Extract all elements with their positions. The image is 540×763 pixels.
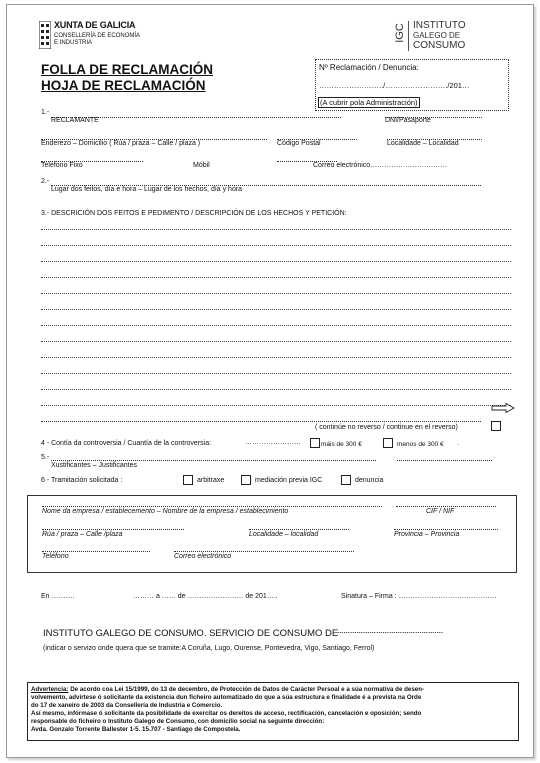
section6-label: 6 - Tramitación solicitada : (41, 477, 123, 484)
postal-code-label: Código Postal (277, 140, 321, 147)
legal-notice-line3: do 17 de xaneiro de 2003 da Consellería de Industria e Comercio. (31, 702, 223, 709)
mobile-label: Móbil (193, 162, 210, 169)
company-street-label: Rúa / praza – Calle /plaza (42, 531, 123, 538)
admin-reference-note: (A cubrir pola Administración) (320, 98, 418, 107)
company-cif-label: CIF / NIF (426, 508, 455, 515)
company-phone-label: Teléfono (42, 553, 69, 560)
dni-label: DNI/Pasaporte (385, 117, 431, 124)
company-locality-label: Localidade – localidad (249, 531, 319, 538)
locality-label: Localidade – Localidad (387, 140, 459, 147)
place-date-label: Lugar dos feitos, día e hora – Lugar de los hechos, día y hora (51, 186, 243, 193)
admin-reference-box (315, 59, 509, 111)
description-line[interactable] (41, 309, 511, 310)
justificantes-field-1[interactable] (51, 460, 376, 461)
arbitraxe-label: arbitraxe (197, 477, 225, 484)
form-title-galician: FOLLA DE RECLAMACIÓN (41, 62, 213, 77)
description-line[interactable] (41, 245, 511, 246)
xunta-shield-icon (39, 21, 51, 49)
continue-on-reverse-checkbox[interactable] (491, 421, 501, 431)
section5-number: 5.- (41, 454, 50, 461)
company-cif-field[interactable] (396, 506, 496, 507)
institute-title: INSTITUTO GALEGO DE CONSUMO. SERVICIO DE CONSUMO DE (43, 628, 339, 639)
legal-notice-line6: Avda. Gonzalo Torrente Ballester 1-5. 15.707 - Santiago de Compostela. (31, 726, 241, 733)
xunta-department-line1: CONSELLERÍA DE ECONOMÍA (54, 33, 141, 39)
igc-abbreviation: IGC (393, 23, 406, 43)
section1-number: 1.- (41, 109, 50, 116)
signature-field[interactable]: Sinatura – Firma : …………………………………… (341, 593, 497, 600)
legal-notice-line4: Así mesmo, infórmase ó solicitante da posibilidade de exercitar os dereitos de acceso, rectificación, cancelación e oposición; sendo (31, 710, 422, 717)
amount-field[interactable]: …………………… (245, 439, 301, 446)
igc-name-line2: GALEGO DE (413, 31, 461, 40)
institute-service-field[interactable]: …………………………………………. (337, 628, 443, 635)
description-line[interactable] (41, 277, 511, 278)
xunta-logo (39, 19, 159, 53)
description-line[interactable] (41, 405, 511, 406)
description-line[interactable] (41, 325, 511, 326)
denuncia-checkbox[interactable] (341, 475, 351, 485)
legal-notice-line2: volvemento, advírtese ó solicitante da existencia dun ficheiro automatizado do que a súa estructura e finalidade é a prevista na Orde (31, 694, 422, 701)
legal-notice-line5: responsable do ficheiro o Instituto Galego de Consumo, con domicilio social na seguinte dirección: (31, 718, 325, 725)
section4-trailing-dot: . (457, 440, 459, 447)
signature-place-field[interactable]: En ………. (41, 593, 75, 600)
institute-subtitle: (indicar o servizo onde quera que se tramite:A Coruña, Lugo, Ourense, Pontevedra, Vigo, Santiago, Ferrol) (43, 645, 375, 652)
less-than-300-checkbox[interactable] (383, 438, 393, 448)
igc-name-line1: INSTITUTO (413, 20, 466, 31)
company-province-field[interactable] (394, 529, 498, 530)
more-than-300-checkbox[interactable] (310, 438, 320, 448)
justificantes-field-2[interactable] (397, 460, 492, 461)
description-line[interactable] (41, 389, 511, 390)
admin-reference-number-field[interactable]: ……………………../……………………./201… (319, 81, 470, 90)
more-than-300-label: máis de 300 € (321, 441, 362, 448)
description-line[interactable] (41, 229, 511, 230)
company-email-field[interactable] (174, 551, 354, 552)
reclamante-label: RECLAMANTE (51, 117, 99, 124)
legal-notice-box (27, 682, 519, 741)
section4-label: 4 - Contía da controversia / Cuantía de la controversia: (41, 440, 212, 447)
description-line[interactable] (41, 261, 511, 262)
description-line[interactable] (41, 293, 511, 294)
mediacion-label: mediación previa IGC (255, 477, 323, 484)
email-label[interactable]: Correo electrónico…………………………… (313, 162, 448, 169)
igc-logo (394, 19, 504, 53)
less-than-300-label: menos de 300 € (397, 441, 444, 448)
mediacion-checkbox[interactable] (241, 475, 251, 485)
company-locality-field[interactable] (249, 529, 349, 530)
xunta-department-line2: E INDUSTRIA (54, 40, 93, 46)
company-email-label: Correo electrónico (174, 553, 232, 560)
description-line[interactable] (41, 421, 481, 422)
complaint-form-page (6, 4, 534, 758)
form-title-spanish: HOJA DE RECLAMACIÓN (41, 78, 206, 93)
company-name-label: Nome da empresa / establecemento – Nombre de la empresa / establecimiento (42, 508, 289, 515)
continue-on-reverse-note: ( continúe no reverso / continue en el reverso) (315, 424, 458, 431)
denuncia-label: denuncia (355, 477, 384, 484)
legal-notice-line1 (31, 686, 424, 694)
phone-label: Teléfono Fixo (41, 162, 83, 169)
section2-number: 2.- (41, 178, 50, 185)
igc-name-line3: CONSUMO (413, 40, 466, 51)
company-street-field[interactable] (42, 529, 184, 530)
description-line[interactable] (41, 357, 511, 358)
address-label: Enderezo – Domicilio ( Rúa / praza – Calle / plaza ) (41, 140, 201, 147)
legal-notice-label: Advertencia: (31, 686, 69, 693)
legal-notice-text1: De acordo coa Lei 15/1999, do 13 de decembro, de Protección de Datos de Carácter Persoal e a súa normativa de desen- (68, 686, 425, 693)
arbitraxe-checkbox[interactable] (183, 475, 193, 485)
company-name-field[interactable] (42, 506, 382, 507)
admin-reference-label: Nº Reclamación / Denuncia: (319, 63, 419, 72)
section3-heading: 3.- DESCRICIÓN DOS FEITOS E PEDIMENTO / DESCRIPCIÓN DE LOS HECHOS Y PETICIÓN: (41, 210, 347, 217)
xunta-title: XUNTA DE GALICIA (54, 20, 136, 30)
company-phone-field[interactable] (42, 551, 150, 552)
company-province-label: Provincia – Provincia (394, 531, 460, 538)
description-line[interactable] (41, 341, 511, 342)
igc-divider (408, 21, 409, 51)
arrow-right-icon (491, 403, 515, 413)
justificantes-label: Xustificantes – Justificantes (51, 462, 137, 469)
company-box (27, 495, 517, 573)
description-line[interactable] (41, 373, 511, 374)
signature-date-field[interactable]: ……… a …… de …………………… de 201….. (133, 593, 278, 600)
